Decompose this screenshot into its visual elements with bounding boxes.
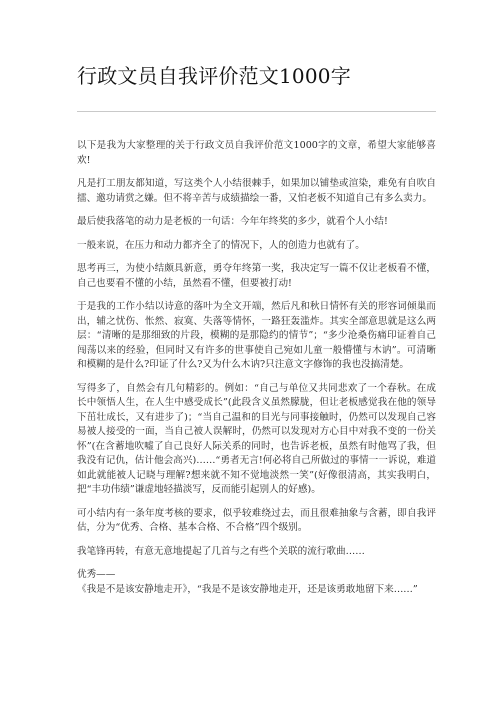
paragraph-8: 可小结内有一条年度考核的要求，似乎较难绕过去，而且很难抽象与含蓄，即自我评估，分为“优秀、合格、基本合格、不合格”四个级别。 [77, 507, 436, 533]
paragraph-intro: 以下是我为大家整理的关于行政文员自我评价范文1000字的文章，希望大家能够喜欢! [77, 140, 436, 166]
paragraph-4: 一般来说，在压力和动力都齐全了的情况下，人的创造力也就有了。 [77, 239, 365, 251]
paragraph-2: 凡是打工朋友都知道，写这类个人小结很棘手，如果加以铺垫或渲染，难免有自吹自擂、邀功请赏之嫌。但不将辛苦与成绩描绘一番，又怕老板不知道自己有多么卖力。 [77, 178, 436, 204]
paragraph-9: 我笔锋再转，有意无意地提起了几首与之有些个关联的流行歌曲…… [77, 545, 365, 557]
paragraph-6: 于是我的工作小结以诗意的落叶为全文开端，然后凡和秋日情怀有关的形容词倾巢而出，辅之忧伤、怅然、寂寞、失落等情怀，一路狂轰滥炸。其实全部意思就是这么两层：“清晰的是那细致的片段，模糊的是那隐约的情节”；“多少沧桑伤痛印证着自己闯荡以来的经验，但同时又有许多的世事使自己宛如儿童一般懵懂与木讷”。可清晰和模糊的是什么?印证了什么?又为什么木讷?只注意文字修饰的我也没搞清楚。 [77, 301, 436, 370]
paragraph-3: 最后使我落笔的动力是老板的一句话：今年年终奖的多少，就看个人小结! [77, 216, 388, 227]
page-title: 行政文员自我评价范文1000字 [77, 64, 351, 88]
paragraph-7: 写得多了，自然会有几句精彩的。例如：“自己与单位又共同悲欢了一个春秋。在成长中领悟人生，在人生中感受成长”(此段含义虽然朦胧，但让老板感觉我在他的领导下茁壮成长，又有进步了)；“当自己温和的目光与同事接触时，仍然可以发现自己容易被人接受的一面，当自己被人误解时，仍然可以发现对方心目中对我不变的一份关怀”(在含蓄地吹嘘了自己良好人际关系的同时，也告诉老板，虽然有时他骂了我，但我没有记仇，估计他会高兴)……“勇者无言!何必将自己所做过的事情一一诉说，难道如此就能被人记晓与理解?想来就不知不觉地淡然一笑”(好像很清高，其实我明白，把“丰功伟绩”谦虚地轻描淡写，反而能引起别人的好感)。 [77, 382, 436, 495]
excellent-label: 优秀—— [77, 569, 116, 580]
title-divider [77, 111, 436, 112]
paragraph-5: 思考再三，为使小结颇具新意，勇夺年终第一奖，我决定写一篇不仅让老板看不懂，自己也要看不懂的小结，虽然看不懂，但要被打动! [77, 263, 436, 289]
document-body [77, 139, 436, 597]
song-line: 《我是不是该安静地走开》，“我是不是该安静地走开，还是该勇敢地留下来……” [77, 583, 418, 595]
